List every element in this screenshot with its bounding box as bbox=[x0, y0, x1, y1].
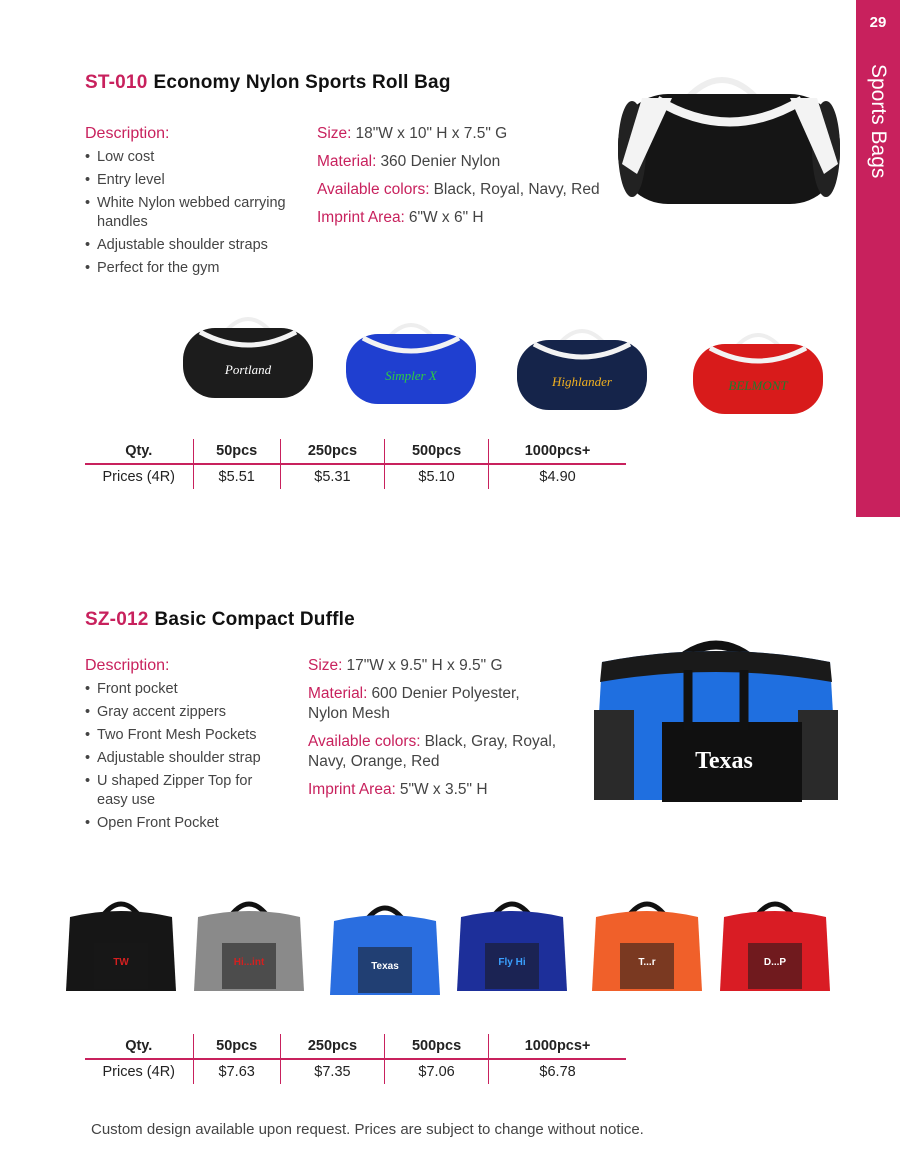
spec-label: Size: bbox=[317, 125, 352, 142]
price-cell: $7.06 bbox=[385, 1059, 489, 1084]
sample-duffle-bag bbox=[718, 893, 832, 995]
feature-item: • Front pocket bbox=[85, 680, 285, 699]
product-title bbox=[85, 609, 355, 631]
sample-duffle-bag bbox=[455, 893, 569, 995]
spec-value: 600 Denier Polyester, Nylon Mesh bbox=[308, 685, 520, 722]
sample-imprint-text: T...r bbox=[638, 957, 656, 968]
feature-list bbox=[85, 148, 300, 282]
sample-duffle-bag bbox=[192, 893, 306, 995]
spec-row bbox=[308, 780, 558, 800]
price-header: 1000pcs+ bbox=[489, 1034, 626, 1059]
product-name: Economy Nylon Sports Roll Bag bbox=[153, 72, 451, 93]
spec-value: 360 Denier Nylon bbox=[380, 153, 501, 170]
product-title bbox=[85, 72, 451, 94]
product-code: ST-010 bbox=[85, 72, 148, 93]
sample-imprint-text: Highlander bbox=[552, 374, 612, 389]
hero-imprint-text: Texas bbox=[695, 748, 753, 774]
sample-imprint-text: Fly Hi bbox=[498, 957, 526, 968]
feature-item: • Two Front Mesh Pockets bbox=[85, 726, 285, 745]
spec-label: Imprint Area: bbox=[308, 781, 396, 798]
spec-label: Material: bbox=[308, 685, 368, 702]
hero-bag-image bbox=[588, 630, 844, 810]
price-row-label: Prices (4R) bbox=[102, 1064, 175, 1080]
sample-roll-bag bbox=[180, 310, 316, 402]
price-cell: $7.35 bbox=[280, 1059, 384, 1084]
sample-imprint-text: Texas bbox=[371, 961, 399, 972]
sample-imprint-text: Portland bbox=[224, 362, 272, 377]
feature-item: • Entry level bbox=[85, 171, 300, 190]
product-name: Basic Compact Duffle bbox=[154, 609, 355, 630]
price-cell: $7.63 bbox=[193, 1059, 280, 1084]
price-header: 50pcs bbox=[193, 439, 280, 464]
spec-label: Imprint Area: bbox=[317, 209, 405, 226]
price-header: Qty. bbox=[85, 439, 193, 464]
spec-row bbox=[317, 124, 607, 144]
sample-roll-bag bbox=[690, 326, 826, 418]
sample-duffle-bag bbox=[328, 897, 442, 999]
description-heading: Description: bbox=[85, 125, 170, 142]
spec-row bbox=[308, 656, 558, 676]
section-title: Sports Bags bbox=[867, 64, 890, 179]
sample-imprint-text: Hi...int bbox=[233, 957, 265, 968]
price-header: Qty. bbox=[85, 1034, 193, 1059]
spec-row bbox=[308, 684, 558, 724]
price-cell: $5.10 bbox=[385, 464, 489, 489]
page-number: 29 bbox=[869, 14, 887, 31]
spec-label: Available colors: bbox=[308, 733, 421, 750]
price-table bbox=[85, 1034, 626, 1084]
price-cell: $6.78 bbox=[489, 1059, 626, 1084]
price-cell: $5.51 bbox=[193, 464, 280, 489]
spec-list bbox=[308, 656, 558, 808]
product-code: SZ-012 bbox=[85, 609, 149, 630]
price-header: 250pcs bbox=[280, 439, 384, 464]
price-header: 50pcs bbox=[193, 1034, 280, 1059]
feature-item: • Adjustable shoulder straps bbox=[85, 236, 300, 255]
price-header: 250pcs bbox=[280, 1034, 384, 1059]
description-heading: Description: bbox=[85, 657, 170, 674]
spec-row bbox=[317, 180, 607, 200]
feature-item: • Gray accent zippers bbox=[85, 703, 285, 722]
hero-bag-image bbox=[612, 64, 844, 214]
feature-item: • White Nylon webbed carrying handles bbox=[85, 194, 300, 232]
spec-label: Material: bbox=[317, 153, 377, 170]
price-cell: $4.90 bbox=[489, 464, 626, 489]
price-table bbox=[85, 439, 626, 489]
feature-item: • Low cost bbox=[85, 148, 300, 167]
spec-value: 6"W x 6" H bbox=[408, 209, 484, 226]
sample-imprint-text: Simpler X bbox=[385, 368, 437, 383]
spec-value: 5"W x 3.5" H bbox=[399, 781, 488, 798]
price-header: 1000pcs+ bbox=[489, 439, 626, 464]
spec-row bbox=[308, 732, 558, 772]
sample-imprint-text: TW bbox=[113, 957, 129, 968]
price-header: 500pcs bbox=[385, 1034, 489, 1059]
spec-value: Black, Gray, Royal, Navy, Orange, Red bbox=[308, 733, 557, 770]
feature-item: • U shaped Zipper Top for easy use bbox=[85, 772, 285, 810]
spec-row bbox=[317, 208, 607, 228]
sample-duffle-bag bbox=[64, 893, 178, 995]
sample-roll-bag bbox=[514, 322, 650, 414]
feature-list bbox=[85, 680, 285, 837]
spec-label: Available colors: bbox=[317, 181, 430, 198]
feature-item: • Open Front Pocket bbox=[85, 814, 285, 833]
sample-imprint-text: BELMONT bbox=[728, 378, 788, 393]
spec-label: Size: bbox=[308, 657, 343, 674]
sample-imprint-text: D...P bbox=[763, 957, 787, 968]
feature-item: • Adjustable shoulder strap bbox=[85, 749, 285, 768]
spec-value: 17"W x 9.5" H x 9.5" G bbox=[346, 657, 503, 674]
section-sidebar bbox=[856, 0, 900, 517]
price-header: 500pcs bbox=[385, 439, 489, 464]
price-row-label: Prices (4R) bbox=[102, 469, 175, 485]
footer-note: Custom design available upon request. Prices are subject to change without notice. bbox=[91, 1121, 644, 1138]
spec-value: 18"W x 10" H x 7.5" G bbox=[355, 125, 508, 142]
spec-value: Black, Royal, Navy, Red bbox=[433, 181, 600, 198]
sample-roll-bag bbox=[343, 316, 479, 408]
spec-list bbox=[317, 124, 607, 236]
price-cell: $5.31 bbox=[280, 464, 384, 489]
spec-row bbox=[317, 152, 607, 172]
sample-duffle-bag bbox=[590, 893, 704, 995]
feature-item: • Perfect for the gym bbox=[85, 259, 300, 278]
